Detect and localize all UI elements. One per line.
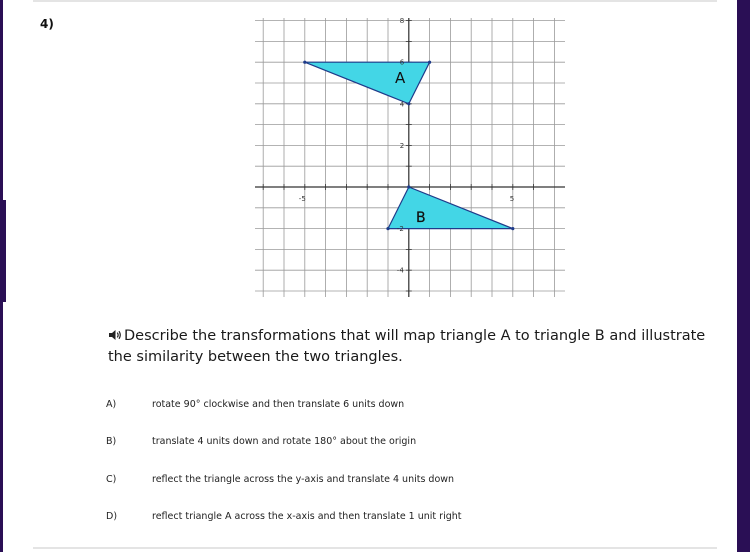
- axes: [255, 18, 565, 297]
- triangle-label: A: [395, 69, 406, 87]
- vertex-point: [407, 185, 410, 188]
- vertex-point: [386, 227, 389, 230]
- y-tick-label: 8: [399, 17, 405, 26]
- vertex-point: [428, 61, 431, 64]
- y-tick-label: 6: [399, 58, 405, 67]
- choice-text: rotate 90° clockwise and then translate 6 units down: [152, 399, 405, 410]
- tick-labels: [299, 17, 514, 275]
- y-tick-label: 2: [399, 141, 405, 150]
- grid-lines: [255, 18, 565, 297]
- choice-text: reflect triangle A across the x-axis and then translate 1 unit right: [152, 511, 462, 522]
- choice-letter: D): [106, 511, 118, 522]
- vertex-point: [407, 102, 410, 105]
- choice-letter: C): [106, 474, 117, 485]
- speaker-icon[interactable]: [108, 329, 122, 341]
- triangle-label: B: [416, 210, 426, 226]
- vertex-point: [511, 227, 514, 230]
- x-tick-label: -5: [298, 195, 306, 203]
- y-tick-label: 4: [399, 100, 405, 109]
- prompt-text: Describe the transformations that will map triangle A to triangle B and illustrate the similarity between the two triangles.: [108, 328, 706, 365]
- choice-letter: A): [106, 399, 117, 410]
- choice-text: reflect the triangle across the y-axis and translate 4 units down: [152, 474, 455, 485]
- question-prompt: [108, 326, 708, 368]
- choice-letter: B): [106, 436, 117, 447]
- y-tick-label: -4: [396, 266, 404, 275]
- question-number: 4): [40, 17, 54, 31]
- vertex-point: [303, 61, 306, 64]
- choice-text: translate 4 units down and rotate 180° about the origin: [152, 436, 417, 447]
- x-tick-label: 5: [509, 195, 515, 203]
- y-tick-label: -2: [396, 225, 404, 234]
